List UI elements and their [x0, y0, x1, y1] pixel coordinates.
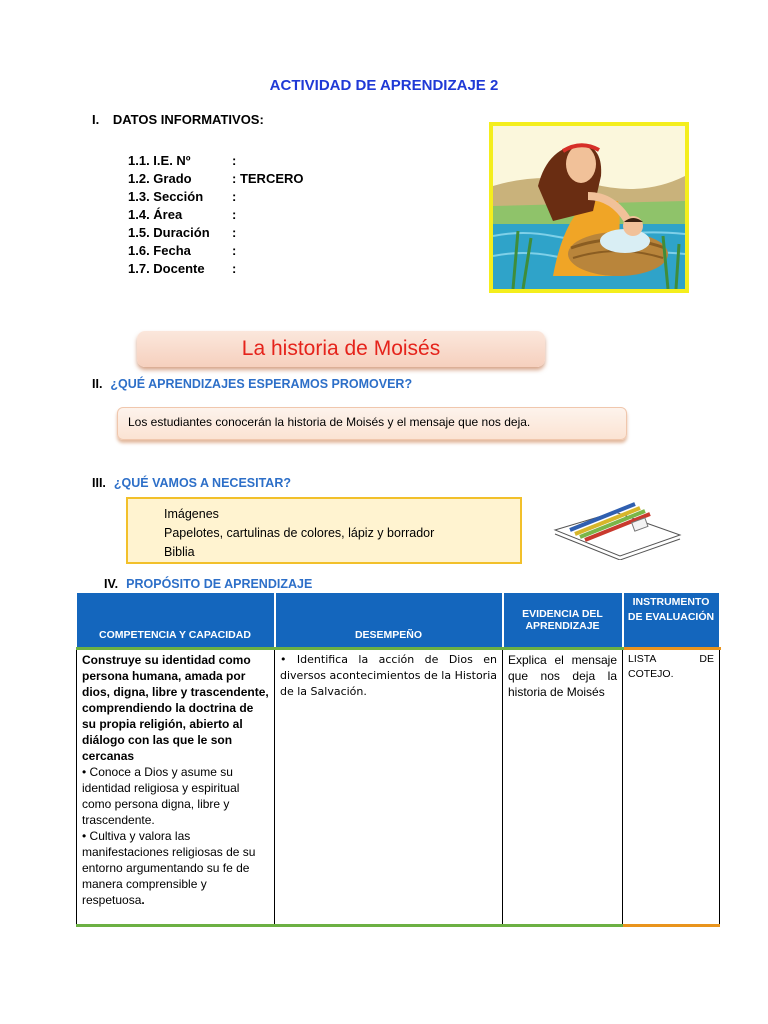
datos-value: : — [232, 225, 237, 240]
lesson-title-banner: La historia de Moisés — [137, 331, 545, 367]
capacidad-text: • Cultiva y valora las manifestaciones religiosas de su entorno argumentando su fe de manera comprensible y respetuosa — [82, 829, 256, 907]
school-supplies-illustration — [545, 490, 685, 560]
datos-label: 1.6. Fecha — [128, 243, 191, 258]
datos-value: : — [232, 189, 237, 204]
datos-value: : — [232, 243, 237, 258]
datos-value: : — [232, 153, 237, 168]
datos-item — [128, 189, 304, 207]
column-header: COMPETENCIA Y CAPACIDAD — [77, 593, 275, 649]
section-1-heading — [92, 112, 264, 127]
competencia-cell — [77, 649, 275, 926]
material-item: Biblia — [164, 545, 195, 559]
datos-label: 1.2. Grado — [128, 171, 192, 186]
datos-item — [128, 171, 304, 189]
datos-value: : TERCERO — [232, 171, 304, 186]
datos-item — [128, 153, 304, 171]
materials-box — [126, 497, 522, 564]
section-4-title: PROPÓSITO DE APRENDIZAJE — [126, 577, 313, 591]
capacidad-item — [82, 828, 269, 908]
table-header-row — [77, 593, 720, 649]
datos-item — [128, 243, 304, 261]
capacidad-item: • Conoce a Dios y asume su identidad religiosa y espiritual como persona digna, libre y trascendente. — [82, 765, 240, 827]
section-1-number: I. — [92, 112, 100, 127]
moses-basket-illustration — [489, 122, 689, 293]
learning-purpose-table — [76, 593, 721, 927]
datos-label: 1.5. Duración — [128, 225, 210, 240]
section-2-heading — [92, 377, 412, 391]
section-3-number: III. — [92, 476, 106, 490]
datos-value: : — [232, 261, 237, 276]
datos-item — [128, 207, 304, 225]
section-4-number: IV. — [104, 577, 119, 591]
instrumento-cell: LISTA DE COTEJO. — [623, 649, 720, 926]
section-3-heading — [92, 476, 291, 490]
section-2-title: ¿QUÉ APRENDIZAJES ESPERAMOS PROMOVER? — [110, 377, 413, 391]
learning-goal-box: Los estudiantes conocerán la historia de Moisés y el mensaje que nos deja. — [117, 407, 627, 440]
datos-item — [128, 261, 304, 279]
column-header: INSTRUMENTO DE EVALUACIÓN — [623, 593, 720, 649]
section-2-number: II. — [92, 377, 103, 391]
competencia-text: Construye su identidad como persona humana, amada por dios, digna, libre y trascendente, comprendiendo la doctrina de su propia religión, abierto al diálogo con las que le son cercanas — [82, 653, 269, 763]
datos-label: 1.1. I.E. Nº — [128, 153, 191, 168]
capacidad-end: . — [141, 893, 145, 907]
section-4-heading — [104, 577, 312, 591]
moses-illustration-icon — [493, 126, 685, 289]
datos-label: 1.3. Sección — [128, 189, 204, 204]
datos-label: 1.4. Área — [128, 207, 183, 222]
datos-list — [128, 153, 304, 279]
pencils-paper-icon — [545, 490, 685, 560]
material-item: Papelotes, cartulinas de colores, lápiz y borrador — [164, 526, 435, 540]
column-header: EVIDENCIA DEL APRENDIZAJE — [503, 593, 623, 649]
material-item: Imágenes — [164, 507, 219, 521]
datos-label: 1.7. Docente — [128, 261, 205, 276]
column-header: DESEMPEÑO — [275, 593, 503, 649]
table-row — [77, 649, 720, 926]
section-3-title: ¿QUÉ VAMOS A NECESITAR? — [113, 476, 291, 490]
desempeno-cell: • Identifica la acción de Dios en diversos acontecimientos de la Historia de la Salvación. — [275, 649, 503, 926]
section-1-title: DATOS INFORMATIVOS: — [112, 112, 264, 127]
page-title: ACTIVIDAD DE APRENDIZAJE 2 — [269, 77, 499, 94]
datos-value: : — [232, 207, 237, 222]
datos-item — [128, 225, 304, 243]
evidencia-cell: Explica el mensaje que nos deja la historia de Moisés — [503, 649, 623, 926]
